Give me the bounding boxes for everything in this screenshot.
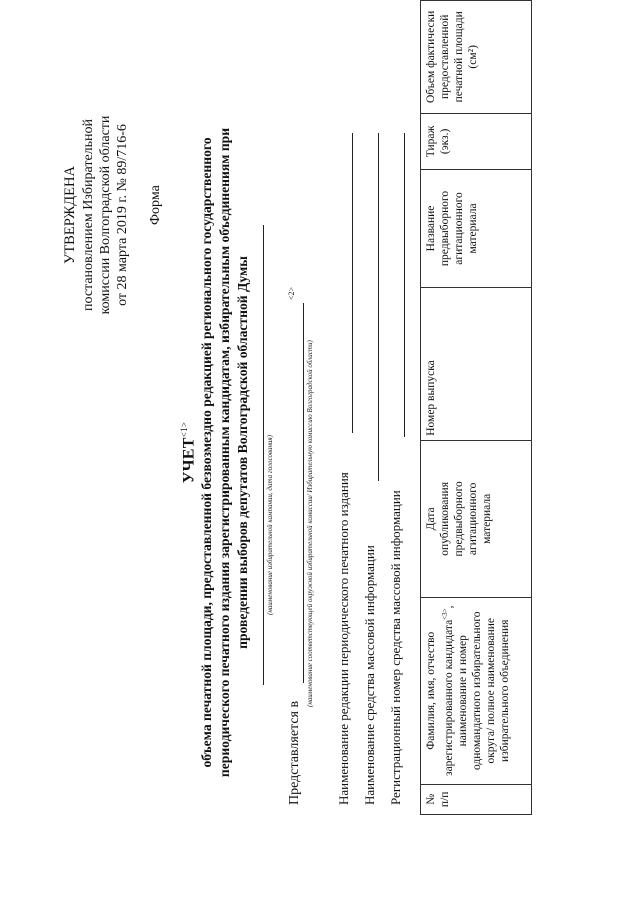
- title-block: [175, 30, 252, 875]
- media-name-label: Наименование средства массовой информации: [362, 545, 377, 805]
- presented-hint: (наименование соответствующей окружной избирательной комиссии/ Избирательную комиссию Волгоградской области): [306, 340, 314, 707]
- subtitle-line: объема печатной площади, предоставленной безвозмездно редакцией регионального государственного: [199, 137, 215, 768]
- volume-header-text: Объем фактически предоставленной печатной площади (см²): [425, 10, 479, 103]
- column-header-circulation: [421, 113, 532, 170]
- approval-line: комиссии Волгоградской области: [98, 115, 113, 315]
- subtitle-line: периодического печатного издания зарегистрированным кандидатам, избирательным объединениям при: [217, 127, 233, 778]
- approval-title: УТВЕРЖДЕНА: [62, 166, 78, 264]
- election-hint: (наименование избирательной кампании, дата голосования): [266, 434, 274, 615]
- column-header-number: № п/п: [421, 784, 532, 814]
- footnote-2: <2>: [287, 286, 296, 300]
- document-title: [175, 30, 198, 875]
- form-label: Форма: [148, 185, 163, 225]
- election-line: [263, 225, 264, 685]
- date-header-text: Дата опубликования предвыборного агитационного материала: [425, 481, 493, 557]
- title-heading: УЧЕТ: [180, 437, 198, 484]
- media-name-line: [378, 133, 379, 481]
- approval-line: постановлением Избирательной: [81, 118, 96, 312]
- column-header-date: [421, 440, 532, 597]
- editorial-name-label: Наименование редакции периодического печатного издания: [336, 472, 351, 805]
- accounting-table: [420, 0, 532, 815]
- column-header-material: [421, 170, 532, 288]
- footnote-3: <3>: [441, 608, 449, 620]
- column-header-candidate: [421, 597, 532, 784]
- approval-block: [62, 65, 131, 365]
- column-header-issue: Номер выпуска: [421, 287, 532, 440]
- candidate-header-pre: Фамилия, имя, отчество зарегистрированного кандидата: [425, 619, 455, 776]
- editorial-name-line: [352, 133, 353, 433]
- presented-line: [303, 303, 304, 683]
- candidate-header-post: , наименование и номер одномандатного избирательного округа/ полное наименование избирательного объединения: [442, 605, 511, 770]
- column-header-volume: [421, 1, 532, 114]
- media-reg-number-label: Регистрационный номер средства массовой информации: [388, 490, 403, 805]
- footnote-1: <1>: [179, 421, 189, 438]
- table-header-row: [421, 1, 532, 815]
- media-reg-number-line: [404, 133, 405, 437]
- circulation-header-text: Тираж (экз.): [425, 125, 451, 158]
- approval-line: от 28 марта 2019 г. № 89/716-6: [115, 124, 130, 306]
- presented-label: Представляется в: [287, 700, 302, 805]
- subtitle-line: проведении выборов депутатов Волгоградской областной Думы: [235, 256, 251, 649]
- material-header-text: Название предвыборного агитационного материала: [425, 190, 479, 267]
